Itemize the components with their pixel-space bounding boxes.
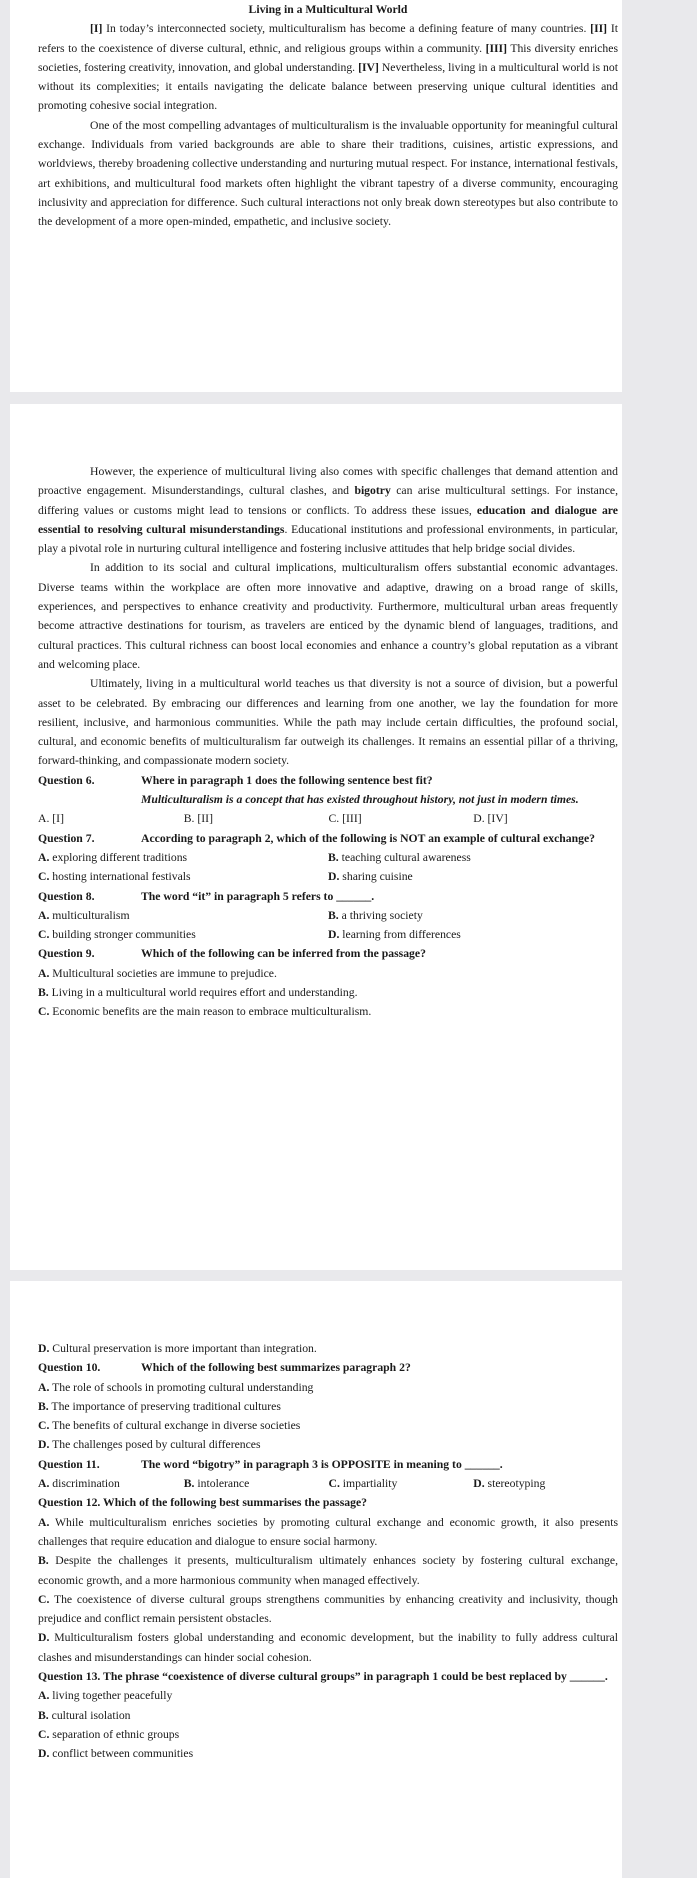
option-a[interactable]: A. discrimination: [38, 1477, 120, 1491]
question-10: Question 10. Which of the following best summarizes paragraph 2?: [38, 1361, 411, 1375]
option-b[interactable]: B. intolerance: [183, 1477, 250, 1491]
option-c[interactable]: C. separation of ethnic groups: [38, 1727, 180, 1741]
option-a[interactable]: A. While multiculturalism enriches societies by promoting cultural exchange and economic growth, it also presents challenges that require education and dialogue to ensure social harmony.: [38, 1515, 618, 1548]
highlight-bigotry: bigotry: [354, 484, 391, 498]
question-7: Question 7. According to paragraph 2, which of the following is NOT an example of cultural exchange?: [38, 831, 595, 845]
marker-2: [II]: [590, 22, 608, 36]
option-b[interactable]: B. teaching cultural awareness: [328, 850, 471, 864]
question-13: Question 13. The phrase “coexistence of diverse cultural groups” in paragraph 1 could be best replaced by ______.: [38, 1670, 608, 1684]
option-d[interactable]: D. Cultural preservation is more important than integration.: [38, 1342, 317, 1355]
option-c[interactable]: C. The benefits of cultural exchange in diverse societies: [38, 1419, 301, 1433]
page-3: [10, 1281, 622, 1878]
question-6: Question 6. Where in paragraph 1 does the following sentence best fit?: [38, 773, 433, 787]
paragraph-3: However, the experience of multicultural living also comes with specific challenges that demand attention and proactive engagement. Misunderstandings, cultural clashes, and bigotry can arise multicultural settings. For instance, differing values or customs might lead to tensions or conflicts. To address these issues, education and dialogue are essential to resolving cultural misunderstandings. Educational institutions and professional environments, in particular, play a pivotal role in nurturing cultural intelligence and fostering inclusive attitudes that help bridge social divides.: [38, 465, 618, 556]
question-6-quote: Multiculturalism is a concept that has existed throughout history, not just in modern times.: [141, 793, 579, 807]
option-d[interactable]: D. learning from differences: [328, 928, 461, 942]
question-11: Question 11. The word “bigotry” in paragraph 3 is OPPOSITE in meaning to ______.: [38, 1457, 503, 1471]
option-d[interactable]: D. sharing cuisine: [328, 870, 413, 884]
page-3-content: [38, 1339, 618, 1764]
option-a[interactable]: A. The role of schools in promoting cultural understanding: [38, 1380, 314, 1394]
page-1-content: [38, 0, 618, 232]
option-b[interactable]: B. cultural isolation: [38, 1708, 131, 1722]
question-11-options: [38, 1474, 618, 1493]
option-c[interactable]: C. The coexistence of diverse cultural groups strengthens communities by enhancing creativity and inclusivity, though prejudice and conflict remain persistent obstacles.: [38, 1592, 618, 1626]
marker-1: [I]: [90, 22, 103, 36]
option-c[interactable]: C. hosting international festivals: [38, 870, 191, 884]
highlight-education: education and dialogue are essential to resolving cultural misunderstandings: [38, 503, 618, 536]
option-b[interactable]: B. a thriving society: [328, 908, 423, 922]
option-a[interactable]: A. Multicultural societies are immune to prejudice.: [38, 966, 277, 980]
option-c[interactable]: C. Economic benefits are the main reason to embrace multiculturalism.: [38, 1005, 372, 1019]
question-9: Question 9. Which of the following can be inferred from the passage?: [38, 947, 426, 961]
option-b[interactable]: B. The importance of preserving traditional cultures: [38, 1399, 281, 1413]
marker-4: [IV]: [358, 60, 379, 74]
paragraph-2: One of the most compelling advantages of multiculturalism is the invaluable opportunity for meaningful cultural exchange. Individuals from varied backgrounds are able to share their traditions, cuisines, artistic expressions, and worldviews, thereby broadening collective understanding and nurturing mutual respect. For instance, international festivals, art exhibitions, and multicultural food markets often highlight the vibrant tapestry of a diverse community, encouraging inclusivity and appreciation for difference. Such cultural interactions not only break down stereotypes but also contribute to the development of a more open-minded, empathetic, and inclusive society.: [38, 118, 618, 229]
page-1: [10, 0, 622, 392]
option-a[interactable]: A. exploring different traditions: [38, 850, 188, 864]
marker-3: [III]: [485, 41, 507, 55]
page-2-content: [38, 462, 618, 1022]
option-c[interactable]: C. building stronger communities: [38, 928, 196, 942]
option-c[interactable]: C. impartiality: [328, 1477, 398, 1491]
option-c[interactable]: C. [III]: [328, 812, 362, 826]
option-d[interactable]: D. Multiculturalism fosters global understanding and economic development, but the inability to fully address cultural clashes and misunderstandings can hinder social cohesion.: [38, 1631, 618, 1664]
option-b[interactable]: B. Despite the challenges it presents, multiculturalism ultimately enhances society by fostering cultural exchange, economic growth, and a more harmonious community when managed effectively.: [38, 1554, 618, 1587]
page-2: [10, 404, 622, 1270]
option-a[interactable]: A. living together peacefully: [38, 1689, 173, 1703]
option-b[interactable]: B. Living in a multicultural world requires effort and understanding.: [38, 986, 358, 1000]
passage-title: Living in a Multicultural World: [248, 3, 408, 16]
option-d[interactable]: D. conflict between communities: [38, 1747, 194, 1761]
option-a[interactable]: A. [I]: [38, 812, 64, 826]
paragraph-5: Ultimately, living in a multicultural world teaches us that diversity is not a source of division, but a powerful asset to be celebrated. By embracing our differences and learning from one another, we lay the foundation for more resilient, inclusive, and harmonious communities. While the path may include certain difficulties, the profound social, cultural, and economic benefits of multiculturalism far outweigh its challenges. It remains an essential pillar of a thriving, forward-thinking, and compassionate modern society.: [38, 677, 618, 768]
question-12: Question 12. Which of the following best summarises the passage?: [38, 1496, 367, 1510]
option-d[interactable]: D. [IV]: [473, 812, 508, 826]
paragraph-1: [I] In today’s interconnected society, multiculturalism has become a defining feature of many countries. [II] It refers to the coexistence of diverse cultural, ethnic, and religious groups within a community. [III] This diversity enriches societies, fostering creativity, innovation, and global understanding. [IV] Nevertheless, living in a multicultural world is not without its complexities; it entails navigating the delicate balance between preserving unique cultural identities and promoting cohesive social integration.: [38, 22, 618, 113]
option-a[interactable]: A. multiculturalism: [38, 908, 130, 922]
question-8: Question 8. The word “it” in paragraph 5 refers to ______.: [38, 889, 375, 903]
question-6-options: [38, 809, 618, 828]
option-b[interactable]: B. [II]: [183, 812, 213, 826]
option-d[interactable]: D. The challenges posed by cultural differences: [38, 1438, 261, 1452]
option-d[interactable]: D. stereotyping: [473, 1477, 546, 1491]
paragraph-4: In addition to its social and cultural implications, multiculturalism offers substantial economic advantages. Diverse teams within the workplace are often more innovative and adaptive, drawing on a broad range of skills, experiences, and perspectives to enhance creativity and productivity. Furthermore, multicultural urban areas frequently become attractive destinations for tourism, as travelers are enticed by the dynamic blend of languages, traditions, and cultural practices. This cultural richness can boost local economies and enhance a country’s global reputation as a vibrant and welcoming place.: [38, 561, 618, 671]
